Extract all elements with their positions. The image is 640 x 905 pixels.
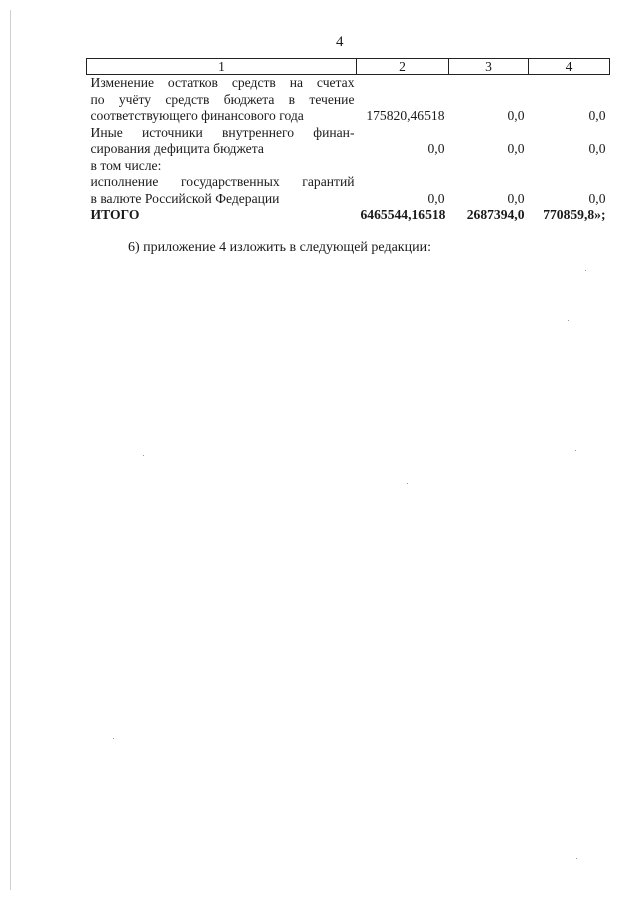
scan-speck	[575, 450, 576, 451]
table-row	[87, 158, 610, 175]
row-line: в валюте Российской Федерации	[90, 190, 280, 206]
column-header: 1	[87, 59, 357, 75]
scan-speck	[407, 483, 408, 484]
table-row	[87, 125, 610, 158]
table-row	[87, 174, 610, 207]
row-description	[87, 174, 357, 207]
scan-speck	[585, 270, 586, 271]
row-line: Изменение остатков средств на счетах	[90, 75, 355, 90]
scan-speck	[576, 858, 577, 859]
value-cell: 0,0	[427, 190, 445, 206]
scan-speck	[568, 320, 569, 321]
row-line: сирования дефицита бюджета	[90, 141, 264, 156]
row-line: соответствующего финансового года	[90, 108, 304, 123]
column-header: 3	[449, 59, 529, 75]
total-label: ИТОГО	[90, 207, 140, 222]
value-cell: 0,0	[588, 190, 606, 206]
value-cell: 0,0	[507, 190, 525, 206]
table-header-row	[87, 59, 610, 75]
total-value: 2687394,0	[466, 207, 525, 222]
total-value: 770859,8»;	[543, 207, 606, 222]
value-cell: 0,0	[507, 108, 525, 123]
scan-speck	[143, 455, 144, 456]
scan-edge	[10, 10, 11, 890]
value-cell: 0,0	[427, 141, 445, 156]
total-row	[87, 207, 610, 224]
value-cell: 175820,46518	[366, 108, 445, 123]
amendment-paragraph: 6) приложение 4 изложить в следующей редакции:	[128, 240, 431, 255]
value-cell: 0,0	[588, 108, 606, 123]
scan-speck	[113, 738, 114, 739]
total-value: 6465544,16518	[360, 207, 446, 222]
column-header: 2	[357, 59, 449, 75]
sources-table	[86, 58, 610, 224]
row-line: Иные источники внутреннего финан-	[90, 124, 355, 140]
value-cell: 0,0	[588, 141, 606, 156]
value-cell	[449, 158, 529, 175]
row-line: по учёту средств бюджета в течение	[90, 91, 355, 107]
row-line: исполнение государственных гарантий	[90, 174, 355, 189]
value-cell	[529, 158, 610, 175]
value-cell: 0,0	[507, 141, 525, 156]
row-line: в том числе:	[90, 157, 162, 173]
value-cell	[357, 158, 449, 175]
table-row	[87, 75, 610, 125]
page-number: 4	[336, 34, 344, 50]
row-description	[87, 75, 357, 125]
column-header: 4	[529, 59, 610, 75]
row-description	[87, 158, 357, 175]
row-description	[87, 125, 357, 158]
